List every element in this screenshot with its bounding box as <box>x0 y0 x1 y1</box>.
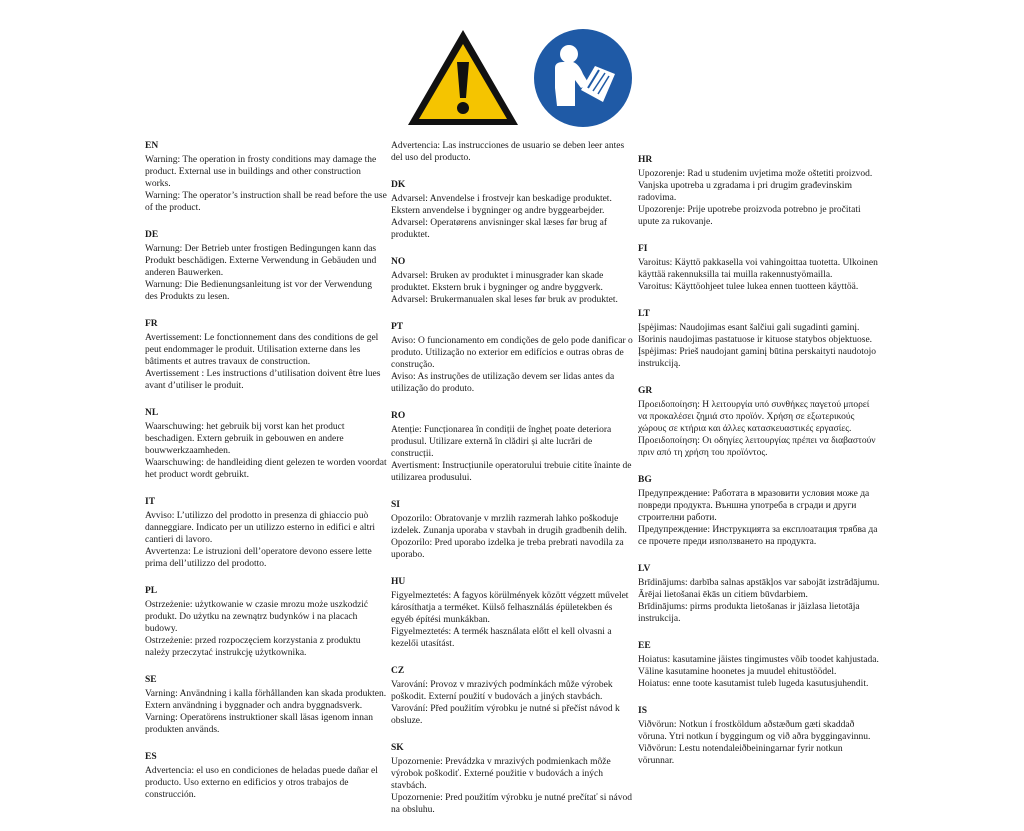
language-code: FR <box>145 319 158 329</box>
language-code: EN <box>145 141 159 151</box>
warning-text: Avertissement : Les instructions d’utilisation doivent être lues avant d’utiliser le produit. <box>145 369 381 391</box>
warning-text: Varoitus: Käyttö pakkasella voi vahingoittaa tuotetta. Ulkoinen käyttää rakennuksilla tai muilla rakennustyömailla. <box>638 258 878 280</box>
warning-text: Atenție: Funcționarea în condiții de îngheț poate deteriora produsul. Utilizare externă în clădiri și alte lucrări de construcții. <box>391 425 612 459</box>
text-column-1 <box>145 140 387 816</box>
warning-text: Warnung: Der Betrieb unter frostigen Bedingungen kann das Produkt beschädigen. Externe Verwendung in Gebäuden und anderen Bauwerken. <box>145 244 377 278</box>
language-code: SE <box>145 675 157 685</box>
section-cz <box>391 665 633 727</box>
language-code: BG <box>638 475 652 485</box>
language-code: IT <box>145 497 156 507</box>
language-code: SK <box>391 743 404 753</box>
warning-text: Waarschuwing: het gebruik bij vorst kan het product beschadigen. Extern gebruik in gebouwen en andere bouwwerkzaamheden. <box>145 422 345 456</box>
language-code: NL <box>145 408 159 418</box>
warning-text: Avviso: L’utilizzo del prodotto in presenza di ghiaccio può danneggiare. Indicato per un utilizzo esterno in edifici e altri cantieri di lavoro. <box>145 511 376 545</box>
language-code: IS <box>638 706 647 716</box>
language-code: LV <box>638 564 651 574</box>
section-bg <box>638 474 880 548</box>
warning-text: Viðvörun: Lestu notendaleiðbeiningarnar fyrir notkun vörunnar. <box>638 744 843 766</box>
warning-text: Figyelmeztetés: A termék használata előtt el kell olvasni a kezelői utasítást. <box>391 627 612 649</box>
warning-text: Upozornenie: Pred použitím výrobku je nutné prečítať si návod na obsluhu. <box>391 793 632 815</box>
section-se <box>145 674 387 736</box>
language-code: NO <box>391 257 406 267</box>
section-en <box>145 140 387 214</box>
warning-text: Brīdinājums: darbība salnas apstākļos var sabojāt izstrādājumu. Ārējai lietošanai ēkās un citiem būvdarbiem. <box>638 578 880 600</box>
warning-text: Varning: Operatörens instruktioner skall läsas igenom innan produkten används. <box>145 713 373 735</box>
language-code: HU <box>391 577 406 587</box>
section-ro <box>391 410 633 484</box>
warning-text: Advarsel: Anvendelse i frostvejr kan beskadige produktet. Ekstern anvendelse i bygninger og andre byggearbejder. <box>391 194 612 216</box>
section-it <box>145 496 387 570</box>
text-column-2 <box>391 140 633 831</box>
section-es-continued <box>391 140 633 164</box>
section-lv <box>638 563 880 625</box>
warning-text: Varování: Před použitím výrobku je nutné si přečíst návod k obsluze. <box>391 704 620 726</box>
language-code: CZ <box>391 666 405 676</box>
section-de <box>145 229 387 303</box>
warning-text: Viðvörun: Notkun í frostköldum aðstæðum gæti skaddað vöruna. Ytri notkun í byggingum og við aðra byggingavinnu. <box>638 720 871 742</box>
warning-text: Upozorenje: Prije upotrebe proizvoda potrebno je pročitati upute za rukovanje. <box>638 205 861 227</box>
warning-text: Upozornenie: Prevádzka v mrazivých podmienkach môže výrobok poškodiť. Externé použitie v budovách a iných stavbách. <box>391 757 611 791</box>
warning-text: Advarsel: Bruken av produktet i minusgrader kan skade produktet. Ekstern bruk i bygninger og andre byggverk. <box>391 271 604 293</box>
warning-text: Advertencia: Las instrucciones de usuario se deben leer antes del uso del producto. <box>391 141 625 163</box>
warning-text: Varoitus: Käyttöohjeet tulee lukea ennen tuotteen käyttöä. <box>638 282 859 292</box>
section-gr <box>638 385 880 459</box>
language-code: DE <box>145 230 159 240</box>
safety-icons <box>0 28 1024 128</box>
section-pt <box>391 321 633 395</box>
warning-text: Advarsel: Brukermanualen skal leses før bruk av produktet. <box>391 295 618 305</box>
section-fr <box>145 318 387 392</box>
section-fi <box>638 243 880 293</box>
warning-text: Waarschuwing: de handleiding dient gelezen te worden voordat het product wordt gebruikt. <box>145 458 387 480</box>
language-code: EE <box>638 641 651 651</box>
warning-text: Varning: Användning i kalla förhållanden kan skada produkten. Extern användning i byggnader och andra byggnadsverk. <box>145 689 387 711</box>
text-column-3 <box>638 154 880 782</box>
warning-text: Įspėjimas: Prieš naudojant gaminį būtina perskaityti naudotojo instrukciją. <box>638 347 876 369</box>
warning-text: Προειδοποίηση: Η λειτουργία υπό συνθήκες παγετού μπορεί να προκαλέσει ζημιά στο προϊόν. Χρήση σε εξωτερικούς χώρους σε κτήρια και άλλες κατασκευαστικές εργασίες. <box>638 400 870 434</box>
section-si <box>391 499 633 561</box>
warning-text: Advertencia: el uso en condiciones de heladas puede dañar el producto. Uso externo en edificios y otros trabajos de construcción. <box>145 766 378 800</box>
warning-text: Opozorilo: Pred uporabo izdelka je treba prebrati navodila za uporabo. <box>391 538 624 560</box>
warning-text: Warnung: Die Bedienungsanleitung ist vor der Verwendung des Produkts zu lesen. <box>145 280 373 302</box>
section-hu <box>391 576 633 650</box>
warning-triangle-icon <box>406 28 520 128</box>
section-dk <box>391 179 633 241</box>
warning-text: Warning: The operator’s instruction shall be read before the use of the product. <box>145 191 387 213</box>
warning-text: Brīdinājums: pirms produkta lietošanas ir jāizlasa lietotāja instrukcija. <box>638 602 860 624</box>
section-ee <box>638 640 880 690</box>
warning-text: Ostrzeżenie: użytkowanie w czasie mrozu może uszkodzić produkt. Do użytku na zewnątrz budynków i na placach budowy. <box>145 600 369 634</box>
warning-text: Warning: The operation in frosty conditions may damage the product. External use in buildings and other construction works. <box>145 155 377 189</box>
warning-text: Opozorilo: Obratovanje v mrzlih razmerah lahko poškoduje izdelek. Zunanja uporaba v stavbah in drugih gradbenih delih. <box>391 514 627 536</box>
warning-text: Hoiatus: kasutamine jäistes tingimustes võib toodet kahjustada. Väline kasutamine hoonetes ja muudel ehitustöödel. <box>638 655 879 677</box>
language-code: FI <box>638 244 648 254</box>
warning-text: Предупреждение: Работата в мразовити условия може да повреди продукта. Външна употреба в сгради и други строителни работи. <box>638 489 870 523</box>
warning-text: Figyelmeztetés: A fagyos körülmények között végzett művelet károsíthatja a terméket. Külső felhasználás épületekben és egyéb építési munkákban. <box>391 591 629 625</box>
section-sk <box>391 742 633 816</box>
section-lt <box>638 308 880 370</box>
warning-text: Advarsel: Operatørens anvisninger skal læses før brug af produktet. <box>391 218 608 240</box>
section-pl <box>145 585 387 659</box>
warning-text: Įspėjimas: Naudojimas esant šalčiui gali sugadinti gaminį. Išorinis naudojimas pastatuose ir kituose statybos objektuose. <box>638 323 873 345</box>
section-hr <box>638 154 880 228</box>
warning-text: Aviso: O funcionamento em condições de gelo pode danificar o produto. Utilização no exterior em edifícios e outras obras de construção. <box>391 336 633 370</box>
warning-text: Ostrzeżenie: przed rozpoczęciem korzystania z produktu należy przeczytać instrukcję użytkownika. <box>145 636 361 658</box>
warning-text: Предупреждение: Инструкцията за експлоатация трябва да се прочете преди използването на продукта. <box>638 525 878 547</box>
language-code: PT <box>391 322 404 332</box>
warning-text: Hoiatus: enne toote kasutamist tuleb lugeda kasutusjuhendit. <box>638 679 869 689</box>
language-code: DK <box>391 180 406 190</box>
language-code: RO <box>391 411 406 421</box>
language-code: LT <box>638 309 650 319</box>
section-es <box>145 751 387 801</box>
warning-text: Avertisment: Instrucțiunile operatorului trebuie citite înainte de utilizarea produsului. <box>391 461 632 483</box>
warning-text: Προειδοποίηση: Οι οδηγίες λειτουργίας πρέπει να διαβαστούν πριν από τη χρήση του προϊόντος. <box>638 436 876 458</box>
language-code: HR <box>638 155 653 165</box>
section-nl <box>145 407 387 481</box>
language-code: SI <box>391 500 400 510</box>
language-code: GR <box>638 386 653 396</box>
section-no <box>391 256 633 306</box>
warning-text: Aviso: As instruções de utilização devem ser lidas antes da utilização do produto. <box>391 372 615 394</box>
read-manual-icon <box>533 28 633 128</box>
warning-text: Upozorenje: Rad u studenim uvjetima može oštetiti proizvod. Vanjska upotreba u zgradama i pri drugim građevinskim radovima. <box>638 169 873 203</box>
language-code: PL <box>145 586 158 596</box>
warning-text: Varování: Provoz v mrazivých podmínkách může výrobek poškodit. Externí použití v budovách a jiných stavbách. <box>391 680 613 702</box>
warning-text: Avvertenza: Le istruzioni dell’operatore devono essere lette prima dell’utilizzo del prodotto. <box>145 547 372 569</box>
warning-text: Avertissement: Le fonctionnement dans des conditions de gel peut endommager le produit. Utilisation externe dans les bâtiments et autres travaux de construction. <box>145 333 379 367</box>
language-code: ES <box>145 752 157 762</box>
section-is <box>638 705 880 767</box>
